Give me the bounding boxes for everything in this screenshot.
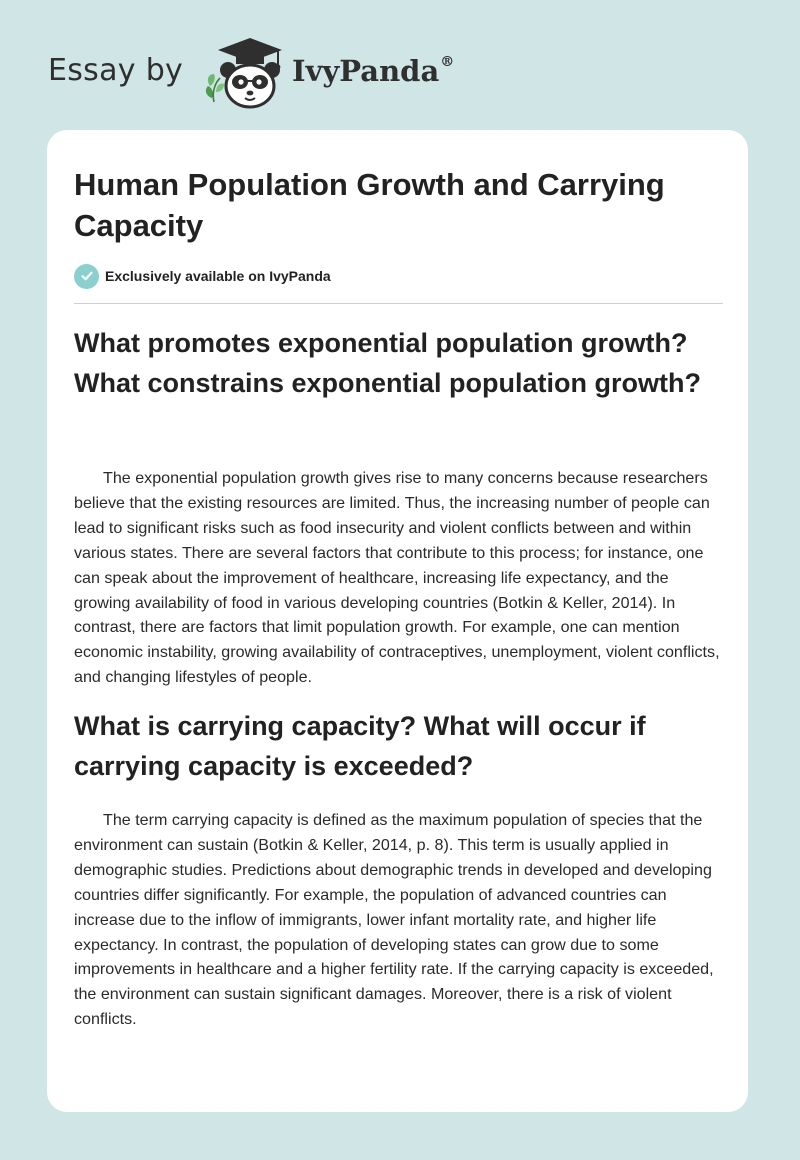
site-header [48,34,508,114]
divider [74,303,723,304]
essay-title: Human Population Growth and Carrying Capacity [74,167,665,243]
check-circle-icon [74,264,99,289]
exclusive-badge [74,263,331,289]
section-heading: What promotes exponential population growth? What constrains exponential population growth? [74,328,701,398]
essay-by-label: Essay by [48,53,184,88]
panda-logo-icon [202,34,286,110]
section-heading: What is carrying capacity? What will occur if carrying capacity is exceeded? [74,711,646,781]
brand-name: IvyPanda® [292,54,455,88]
trademark-symbol: ® [440,54,455,71]
essay-card [47,130,748,1112]
section-paragraph: The term carrying capacity is defined as the maximum population of species that the environment can sustain (Botkin & Keller, 2014, p. 8). This term is usually applied in demographic studies. Predictions about demographic trends in developed and developing countries differ significantly. For example, the population of advanced countries can increase due to the inflow of immigrants, lower infant mortality rate, and higher life expectancy. In contrast, the population of developing states can grow due to some improvements in healthcare and a higher fertility rate. If the carrying capacity is exceeded, the environment can sustain significant damages. Moreover, there is a risk of violent conflicts. [74,811,714,1029]
section-paragraph: The exponential population growth gives rise to many concerns because researchers believe that the existing resources are limited. Thus, the increasing number of people can lead to significant risks such as food insecurity and violent conflicts between and within various states. There are several factors that contribute to this process; for instance, one can speak about the improvement of healthcare, increasing life expectancy, and the growing availability of food in various developing countries (Botkin & Keller, 2014). In contrast, there are factors that limit population growth. For example, one can mention economic instability, growing availability of contraceptives, unemployment, violent conflicts, and changing lifestyles of people. [74,469,720,687]
badge-label: Exclusively available on IvyPanda [105,268,331,284]
